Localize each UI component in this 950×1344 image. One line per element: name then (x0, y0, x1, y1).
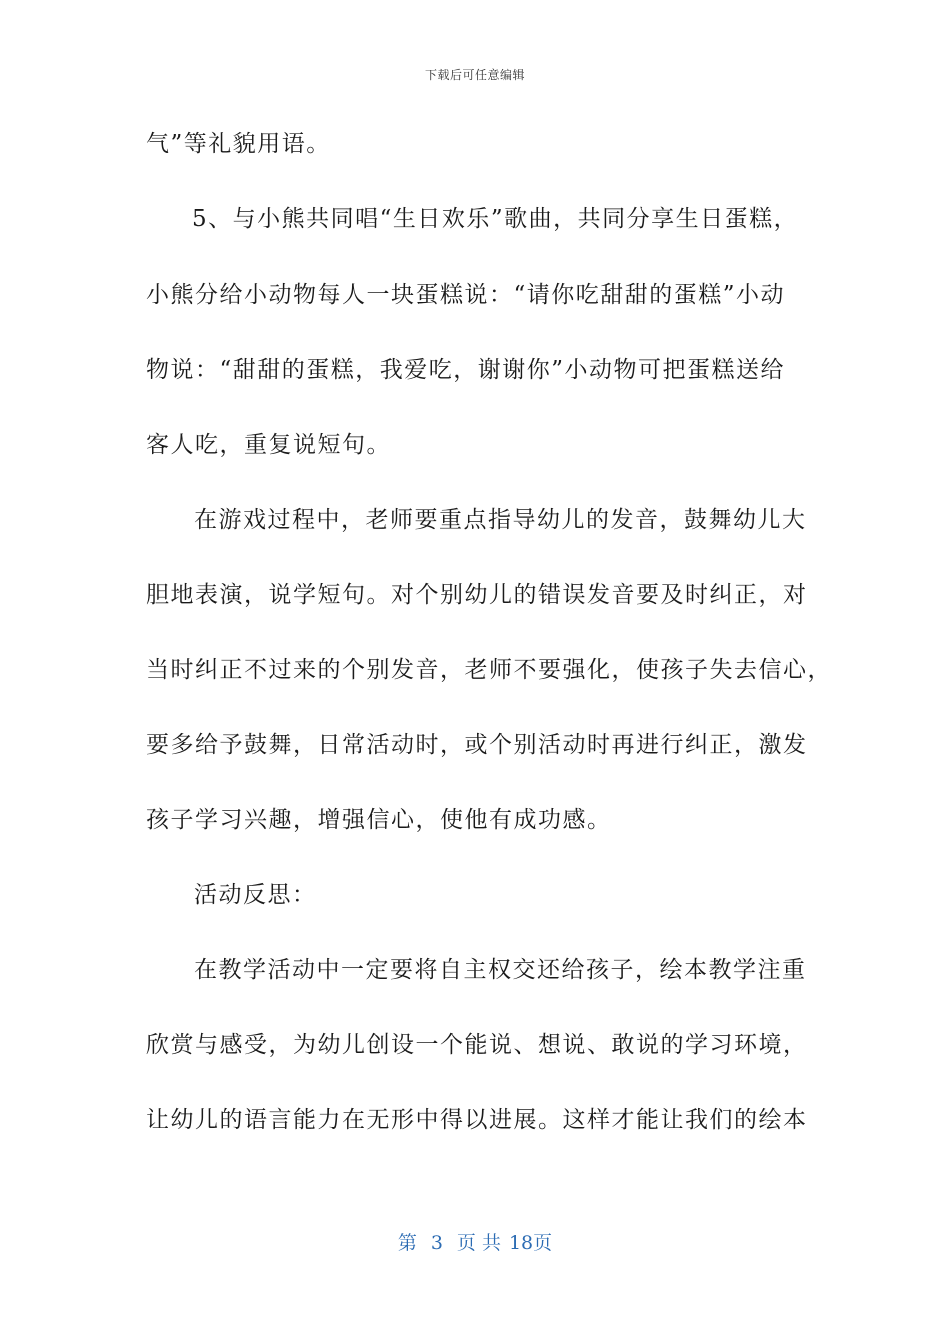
page-header: 下载后可任意编辑 (424, 68, 525, 82)
paragraph-line: 欣赏与感受，为幼儿创设一个能说、想说、敢说的学习环境， (146, 1032, 808, 1058)
footer-page-number: 3 (430, 1232, 443, 1254)
paragraph-line: 当时纠正不过来的个别发音，老师不要强化，使孩子失去信心， (146, 657, 832, 683)
paragraph-line: 要多给予鼓舞，日常活动时，或个别活动时再进行纠正，激发 (146, 732, 808, 758)
paragraph-line: 5、与小熊共同唱“生日欢乐”歌曲，共同分享生日蛋糕， (192, 206, 799, 232)
footer-suffix: 页 (533, 1232, 553, 1254)
section-heading: 活动反思： (194, 882, 317, 908)
paragraph-line: 客人吃，重复说短句。 (146, 432, 391, 458)
paragraph-line: 让幼儿的语言能力在无形中得以进展。这样才能让我们的绘本 (146, 1107, 808, 1133)
paragraph-line: 孩子学习兴趣，增强信心，使他有成功感。 (146, 807, 612, 833)
footer-total-pages: 18 (508, 1232, 534, 1254)
page-number-footer (0, 1228, 950, 1255)
paragraph-line: 物说：“甜甜的蛋糕，我爱吃，谢谢你”小动物可把蛋糕送给 (146, 357, 786, 383)
footer-middle: 页 共 (456, 1232, 501, 1254)
paragraph-line: 胆地表演，说学短句。对个别幼儿的错误发音要及时纠正，对 (146, 582, 808, 608)
paragraph-line: 在教学活动中一定要将自主权交还给孩子，绘本教学注重 (194, 957, 807, 983)
paragraph-line: 小熊分给小动物每人一块蛋糕说：“请你吃甜甜的蛋糕”小动 (146, 282, 786, 308)
footer-prefix: 第 (397, 1232, 417, 1254)
paragraph-line: 在游戏过程中，老师要重点指导幼儿的发音，鼓舞幼儿大 (194, 507, 807, 533)
paragraph-line: 气”等礼貌用语。 (146, 131, 331, 157)
